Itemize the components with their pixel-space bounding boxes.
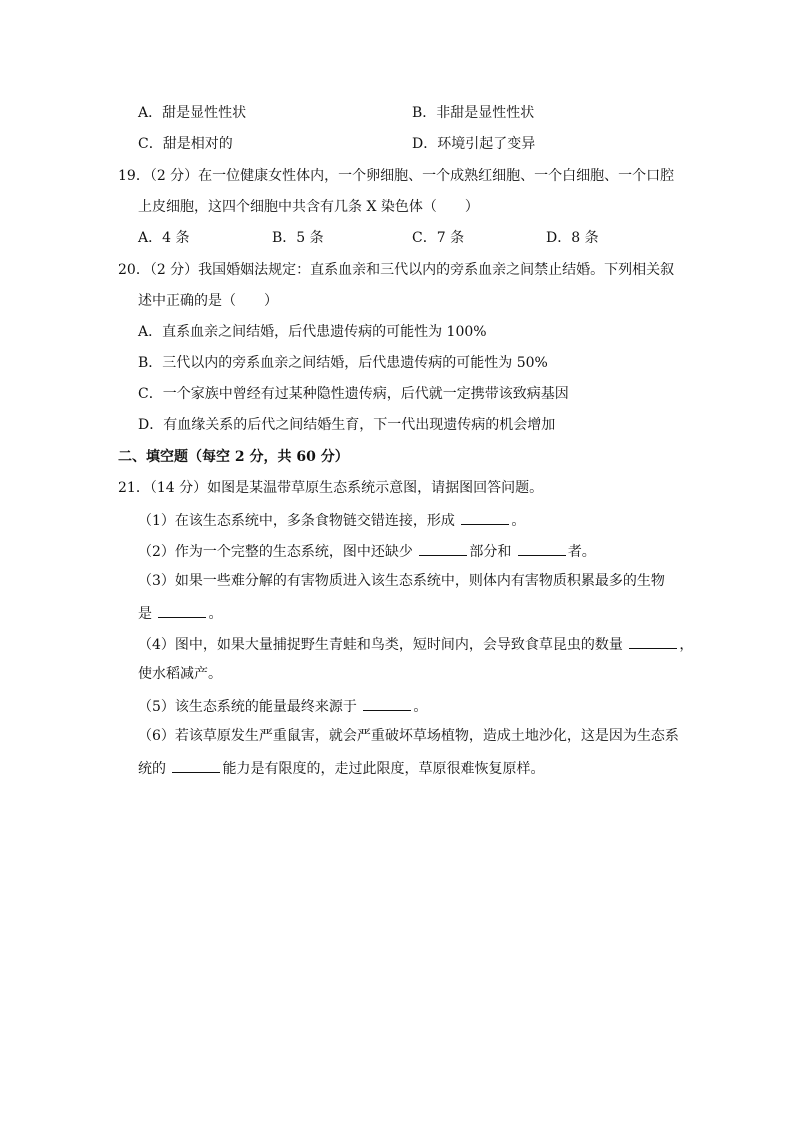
q21-part2-mid: 部分和: [469, 544, 512, 560]
q21-part4-line1: [138, 634, 693, 654]
q21-part2: [138, 541, 596, 561]
q21-part4-line2: 使水稻减产。: [138, 666, 222, 682]
q20-option-b: B．三代以内的旁系血亲之间结婚，后代患遗传病的可能性为 50%: [138, 355, 548, 371]
q21-part3-line2: [138, 603, 222, 623]
q21-part3-end: 。: [208, 606, 223, 622]
q21-part1-text: （1）在该生态系统中，多条食物链交错连接，形成: [138, 513, 455, 529]
q19-option-c: C．7 条: [412, 230, 465, 246]
q19-stem-line1: 19．（2 分）在一位健康女性体内，一个卵细胞、一个成熟红细胞、一个白细胞、一个口腔: [118, 168, 675, 184]
q21-part1-end: 。: [511, 513, 526, 529]
q21-part4-comma: ，: [679, 637, 694, 653]
q19-option-a: A．4 条: [138, 230, 190, 246]
q21-part6-end: 能力是有限度的，走过此限度，草原很难恢复原样。: [222, 761, 545, 777]
q21-part2-text: （2）作为一个完整的生态系统，图中还缺少: [138, 544, 413, 560]
section-heading: 二、填空题（每空 2 分，共 60 分）: [118, 449, 349, 465]
q21-part5-text: （5）该生态系统的能量最终来源于: [138, 699, 357, 715]
q21-part3-text: 是: [138, 606, 152, 622]
q21-part6-line1: （6）若该草原发生严重鼠害，就会严重破坏草场植物，造成土地沙化，这是因为生态系: [138, 728, 679, 744]
q20-stem-line1: 20．（2 分）我国婚姻法规定：直系血亲和三代以内的旁系血亲之间禁止结婚。下列相关叙: [118, 262, 675, 278]
answer-blank[interactable]: [461, 510, 509, 525]
q21-part5-end: 。: [413, 699, 428, 715]
q18-option-b: B．非甜是显性性状: [412, 105, 535, 121]
answer-blank[interactable]: [363, 696, 411, 711]
q19-option-b: B．5 条: [272, 230, 324, 246]
q18-option-d: D．环境引起了变异: [412, 136, 536, 152]
q20-option-d: D．有血缘关系的后代之间结婚生育，下一代出现遗传病的机会增加: [138, 417, 556, 433]
q21-part1: [138, 510, 525, 530]
q21-part5: [138, 696, 427, 716]
q20-stem-line2: 述中正确的是（ ）: [138, 293, 278, 309]
q19-option-d: D．8 条: [546, 230, 599, 246]
q21-part2-end: 者。: [567, 544, 596, 560]
q21-part3-line1: （3）如果一些难分解的有害物质进入该生态系统中，则体内有害物质积累最多的生物: [138, 573, 665, 589]
q21-part6-line2: [138, 758, 544, 778]
q20-option-a: A．直系血亲之间结婚，后代患遗传病的可能性为 100%: [138, 324, 487, 340]
answer-blank[interactable]: [518, 541, 566, 556]
q21-stem: 21．（14 分）如图是某温带草原生态系统示意图，请据图回答问题。: [118, 480, 544, 496]
q21-part6-text: 统的: [138, 761, 166, 777]
answer-blank[interactable]: [172, 758, 220, 773]
answer-blank[interactable]: [629, 634, 677, 649]
answer-blank[interactable]: [158, 603, 206, 618]
q21-part4-text: （4）图中，如果大量捕捉野生青蛙和鸟类，短时间内，会导致食草昆虫的数量: [138, 637, 623, 653]
answer-blank[interactable]: [419, 541, 467, 556]
q18-option-c: C．甜是相对的: [138, 136, 233, 152]
q19-stem-line2: 上皮细胞，这四个细胞中共含有几条 X 染色体（ ）: [138, 199, 479, 215]
q20-option-c: C．一个家族中曾经有过某种隐性遗传病，后代就一定携带该致病基因: [138, 386, 569, 402]
q18-option-a: A．甜是显性性状: [138, 105, 247, 121]
